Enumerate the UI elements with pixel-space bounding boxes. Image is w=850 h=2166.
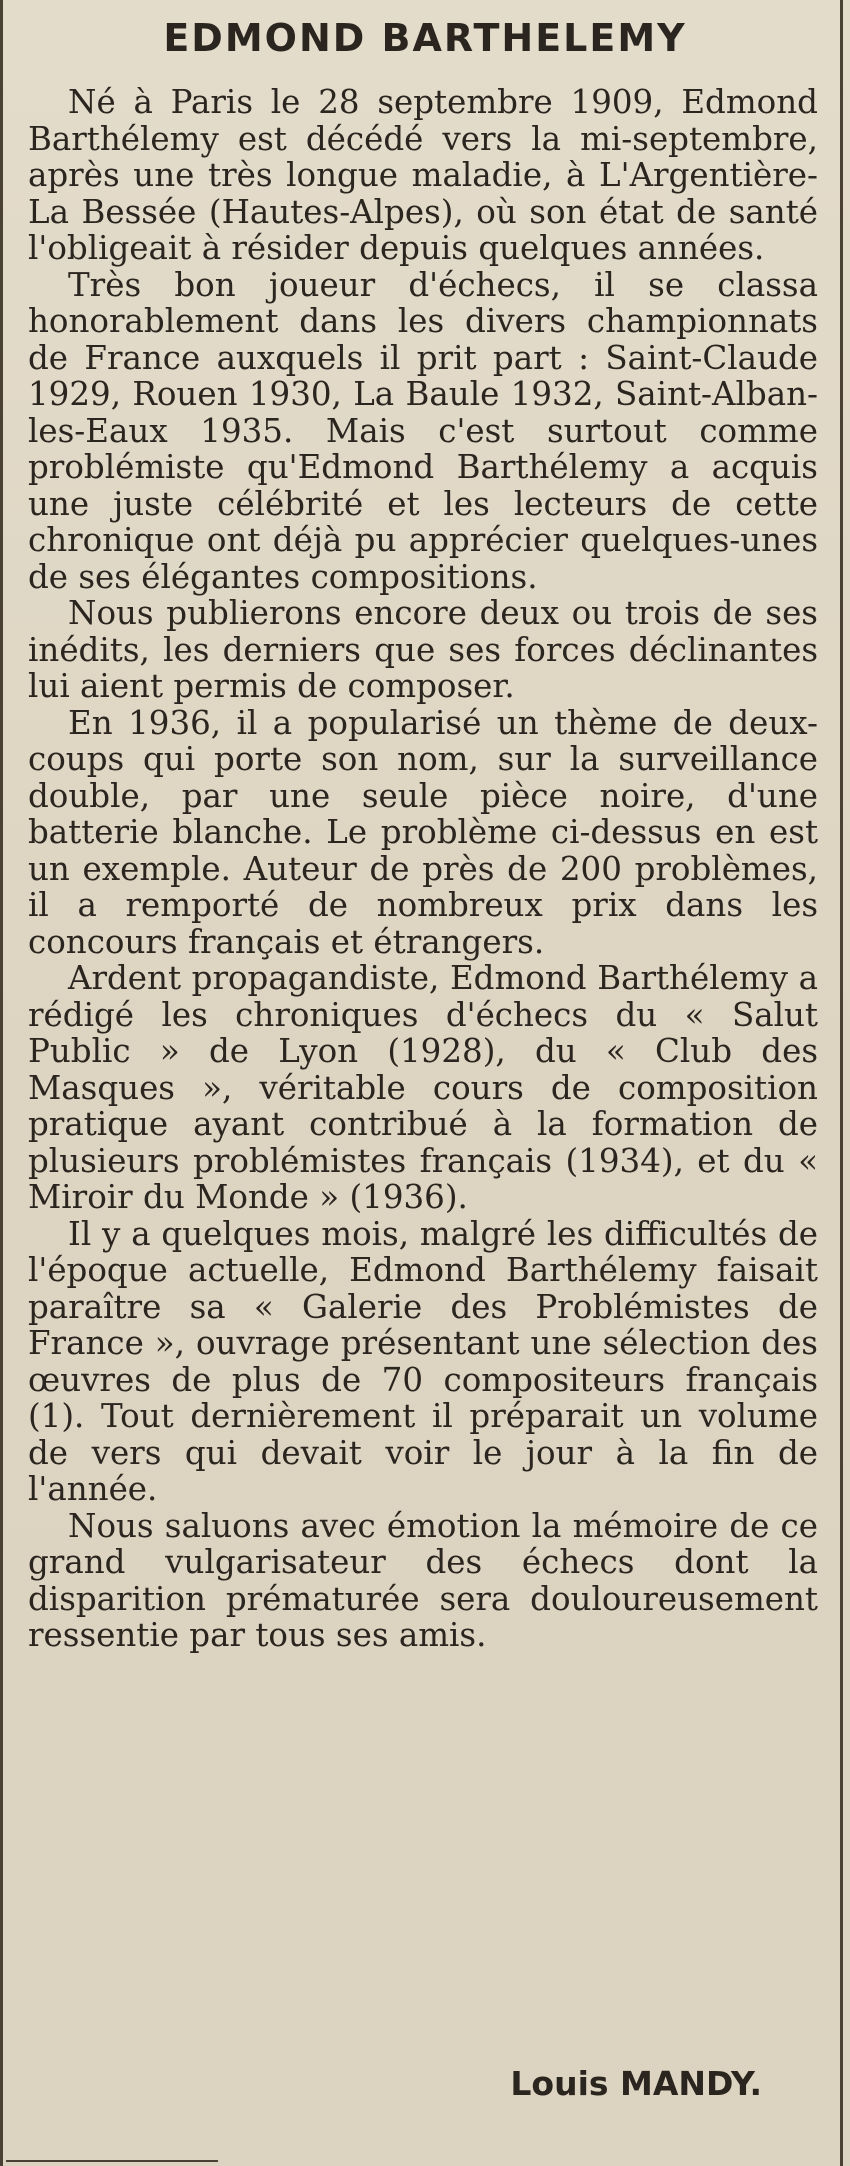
paragraph-unpublished: Nous publierons encore deux ou trois de ses inédits, les derniers que ses forces déclinantes lui aient permis de composer. — [28, 594, 818, 705]
article-body — [28, 84, 818, 1654]
paragraph-chronicles: Ardent propagandiste, Edmond Barthélemy a rédigé les chroniques d'échecs du « Salut Public » de Lyon (1928), du « Club des Masques », véritable cours de composition pratique ayant contribué à la formation de plusieurs problémistes français (1934), et du « Miroir du Monde » (1936). — [28, 959, 818, 1216]
column-rule-left — [0, 0, 3, 2166]
paragraph-tribute: Nous saluons avec émotion la mémoire de ce grand vulgarisateur des échecs dont la disparition prématurée sera douloureusement ressentie par tous ses amis. — [28, 1506, 818, 1654]
paragraph-theme: En 1936, il a popularisé un thème de deux-coups qui porte son nom, sur la surveillance double, par une seule pièce noire, d'une batterie blanche. Le problème ci-dessus en est un exemple. Auteur de près de 200 problèmes, il a remporté de nombreux prix dans les concours français et étrangers. — [28, 703, 818, 961]
author-signature: Louis MANDY. — [510, 2064, 762, 2103]
paragraph-chess-career: Très bon joueur d'échecs, il se classa honorablement dans les divers championnats de France auxquels il prit part : Saint-Claude 1929, Rouen 1930, La Baule 1932, Saint-Alban-les-Eaux 1935. Mais c'est surtout comme problémiste qu'Edmond Barthélemy a acquis une juste célébrité et les lecteurs de cette chronique ont déjà pu apprécier quelques-unes de ses élégantes compositions. — [28, 265, 818, 596]
column-rule-right — [840, 0, 843, 2166]
footer-rule — [6, 2160, 218, 2162]
article-title: EDMOND BARTHELEMY — [163, 16, 687, 60]
paragraph-birth-death: Né à Paris le 28 septembre 1909, Edmond Barthélemy est décédé vers la mi-septembre, après une très longue maladie, à L'Argentière-La Bessée (Hautes-Alpes), où son état de santé l'obligeait à résider depuis quelques années. — [28, 83, 818, 267]
paragraph-gallery: Il y a quelques mois, malgré les difficultés de l'époque actuelle, Edmond Barthélemy faisait paraître sa « Galerie des Problémistes de France », ouvrage présentant une sélection des œuvres de plus de 70 compositeurs français (1). Tout dernièrement il préparait un volume de vers qui devait voir le jour à la fin de l'année. — [28, 1214, 818, 1508]
